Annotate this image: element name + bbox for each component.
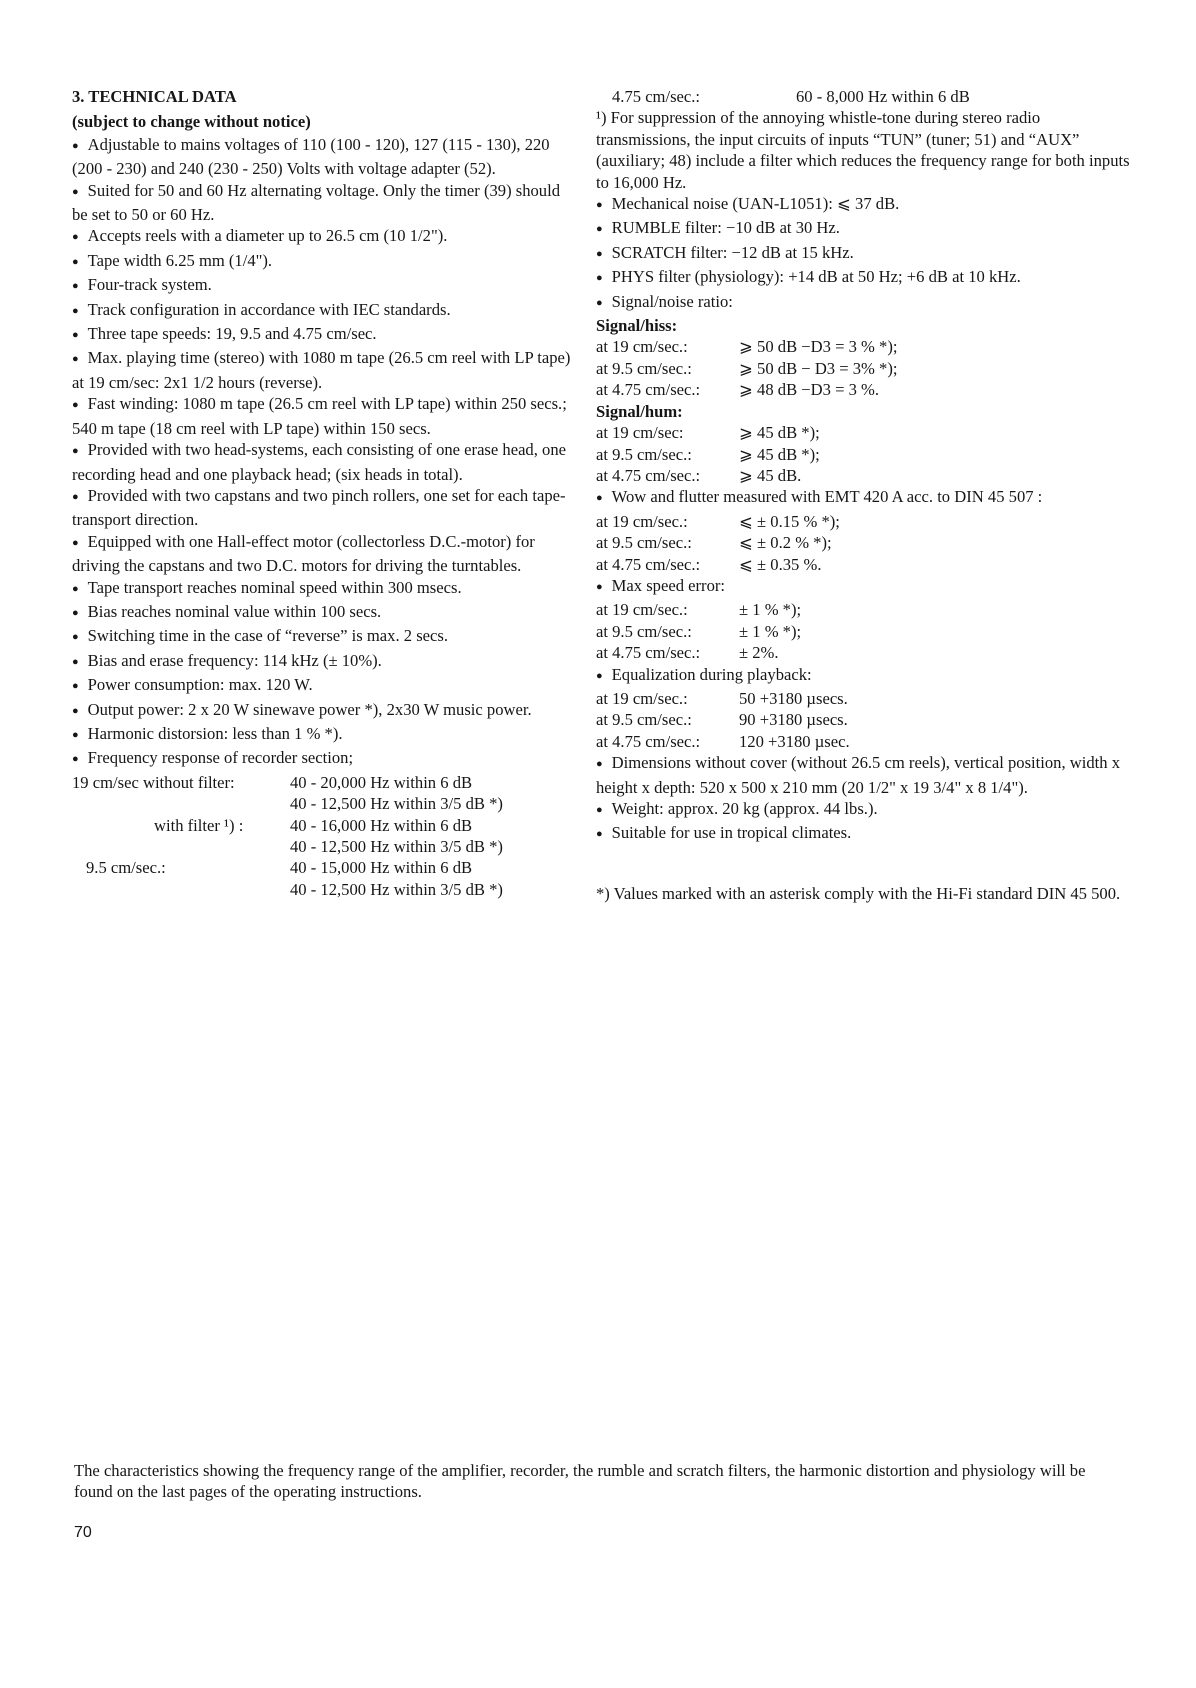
list-item: ● Signal/noise ratio: (596, 291, 1136, 315)
row-value: ⩾ 50 dB −D3 = 3 % *); (739, 337, 898, 357)
frequency-response-table (72, 772, 572, 900)
hum-heading: Signal/hum: (596, 401, 683, 421)
list-item: ● Mechanical noise (UAN-L1051): ⩽ 37 dB. (596, 193, 1136, 217)
freq-row (72, 793, 572, 814)
table-row (596, 511, 1136, 532)
table-row (596, 731, 1136, 752)
hum-table (596, 422, 1136, 486)
freq-value: 40 - 12,500 Hz within 3/5 dB *) (290, 879, 503, 899)
freq-value: 40 - 16,000 Hz within 6 dB (290, 815, 473, 835)
row-label: at 4.75 cm/sec.: (596, 643, 701, 663)
table-row (596, 554, 1136, 575)
freq-label: 9.5 cm/sec.: (86, 858, 166, 878)
list-item: ● Adjustable to mains voltages of 110 (100 - 120), 127 (115 - 130), 220 (200 - 230) and 240 (230 - 250) Volts with voltage adapter (52). (72, 134, 572, 180)
filter-footnote: ¹) For suppression of the annoying whistle-tone during stereo radio transmissions, the input circuits of inputs “TUN” (tuner; 51) and “AUX” (auxiliary; 48) include a filter which reduces the frequency range for both inputs to 16,000 Hz. (596, 108, 1130, 192)
freq-label: 19 cm/sec without filter: (72, 772, 235, 792)
row-value: ⩾ 45 dB *); (739, 444, 820, 464)
row-label: at 9.5 cm/sec.: (596, 621, 692, 641)
list-item: ● Weight: approx. 20 kg (approx. 44 lbs.). (596, 798, 1136, 822)
row-value: ⩾ 45 dB *); (739, 423, 820, 443)
row-label: at 9.5 cm/sec.: (596, 533, 692, 553)
list-item: ● Provided with two capstans and two pinch rollers, one set for each tape-transport direction. (72, 485, 572, 531)
row-label: at 4.75 cm/sec.: (596, 554, 701, 574)
list-item: ● Equipped with one Hall-effect motor (collectorless D.C.-motor) for driving the capstans and two D.C. motors for driving the turntables. (72, 531, 572, 577)
row-value: ± 1 % *); (739, 621, 802, 641)
row-label: at 9.5 cm/sec.: (596, 444, 692, 464)
table-row (596, 688, 1136, 709)
row-label: at 19 cm/sec.: (596, 511, 688, 531)
list-item: ● Suitable for use in tropical climates. (596, 822, 1136, 846)
table-row (596, 532, 1136, 553)
row-value: ⩽ ± 0.2 % *); (739, 533, 832, 553)
freq-row (72, 879, 572, 900)
row-label: at 4.75 cm/sec.: (596, 465, 701, 485)
row-label: at 19 cm/sec.: (596, 600, 688, 620)
list-item: ● Power consumption: max. 120 W. (72, 674, 572, 698)
list-item: ● Wow and flutter measured with EMT 420 A acc. to DIN 45 507 : (596, 486, 1136, 510)
list-item: ● Provided with two head-systems, each consisting of one erase head, one recording head and one playback head; (six heads in total). (72, 439, 572, 485)
list-item: ● Dimensions without cover (without 26.5 cm reels), vertical position, width x height x depth: 520 x 500 x 210 mm (20 1/2" x 19 3/4" x 8 1/4"). (596, 752, 1136, 798)
freq-row (596, 86, 1136, 107)
row-label: at 19 cm/sec.: (596, 688, 688, 708)
list-item: ● Accepts reels with a diameter up to 26.5 cm (10 1/2"). (72, 225, 572, 249)
row-value: 120 +3180 µsec. (739, 731, 850, 751)
row-value: ⩽ ± 0.15 % *); (739, 511, 840, 531)
table-row (596, 709, 1136, 730)
list-item: ● Switching time in the case of “reverse” is max. 2 secs. (72, 625, 572, 649)
list-item: ● PHYS filter (physiology): +14 dB at 50 Hz; +6 dB at 10 kHz. (596, 266, 1136, 290)
row-label: at 19 cm/sec.: (596, 337, 688, 357)
page-number: 70 (74, 1524, 92, 1541)
section-subtitle: (subject to change without notice) (72, 112, 311, 132)
spec-list (596, 752, 1136, 847)
freq-value: 40 - 20,000 Hz within 6 dB (290, 772, 473, 792)
list-item: ● Max. playing time (stereo) with 1080 m tape (26.5 cm reel with LP tape) at 19 cm/sec: 2x1 1/2 hours (reverse). (72, 347, 572, 393)
list-item: ● RUMBLE filter: −10 dB at 30 Hz. (596, 217, 1136, 241)
list-item: ● Four-track system. (72, 274, 572, 298)
list-item: ● Harmonic distorsion: less than 1 % *). (72, 723, 572, 747)
right-column (596, 86, 1136, 904)
table-row (596, 642, 1136, 663)
list-item: ● Fast winding: 1080 m tape (26.5 cm reel with LP tape) within 250 secs.; 540 m tape (18 cm reel with LP tape) within 150 secs. (72, 393, 572, 439)
freq-value: 40 - 15,000 Hz within 6 dB (290, 858, 473, 878)
freq-row (72, 772, 572, 793)
table-row (596, 621, 1136, 642)
hiss-table (596, 336, 1136, 400)
spec-list (596, 193, 1136, 315)
footer-note: The characteristics showing the frequency range of the amplifier, recorder, the rumble and scratch filters, the harmonic distortion and physiology will be found on the last pages of the operating instructions. (74, 1461, 1086, 1502)
section-title: 3. TECHNICAL DATA (72, 87, 237, 106)
table-row (596, 379, 1136, 400)
row-label: at 9.5 cm/sec.: (596, 710, 692, 730)
row-label: at 4.75 cm/sec.: (596, 731, 701, 751)
row-label: at 4.75 cm/sec.: (596, 380, 701, 400)
table-row (596, 465, 1136, 486)
row-value: 50 +3180 µsecs. (739, 688, 848, 708)
list-item: ● Tape width 6.25 mm (1/4"). (72, 250, 572, 274)
list-item: ● Bias and erase frequency: 114 kHz (± 10%). (72, 650, 572, 674)
list-item: ● Frequency response of recorder section; (72, 747, 572, 771)
list-item: ● SCRATCH filter: −12 dB at 15 kHz. (596, 242, 1136, 266)
row-label: at 9.5 cm/sec.: (596, 358, 692, 378)
freq-label: with filter ¹) : (154, 815, 244, 835)
freq-value: 40 - 12,500 Hz within 3/5 dB *) (290, 837, 503, 856)
list-item: ● Tape transport reaches nominal speed within 300 msecs. (72, 577, 572, 601)
row-label: at 19 cm/sec: (596, 423, 684, 443)
wow-table (596, 511, 1136, 575)
row-value: ± 1 % *); (739, 600, 802, 620)
row-value: ⩾ 50 dB − D3 = 3% *); (739, 358, 898, 378)
list-item: ● Three tape speeds: 19, 9.5 and 4.75 cm/sec. (72, 323, 572, 347)
freq-row (72, 857, 572, 878)
row-value: ⩽ ± 0.35 %. (739, 554, 822, 574)
row-value: ± 2%. (739, 643, 779, 663)
list-item: ● Suited for 50 and 60 Hz alternating voltage. Only the timer (39) should be set to 50 or 60 Hz. (72, 180, 572, 226)
table-row (596, 599, 1136, 620)
freq-row (72, 815, 572, 836)
asterisk-footnote: *) Values marked with an asterisk comply with the Hi-Fi standard DIN 45 500. (596, 883, 1121, 903)
speed-table (596, 599, 1136, 663)
row-value: 90 +3180 µsecs. (739, 710, 848, 730)
freq-label: 4.75 cm/sec.: (612, 87, 701, 106)
eq-table (596, 688, 1136, 752)
list-item: ● Max speed error: (596, 575, 1136, 599)
left-column (72, 86, 572, 900)
freq-value: 40 - 12,500 Hz within 3/5 dB *) (290, 794, 503, 814)
list-item: ● Track configuration in accordance with IEC standards. (72, 299, 572, 323)
row-value: ⩾ 45 dB. (739, 465, 802, 485)
table-row (596, 358, 1136, 379)
spec-list (72, 134, 572, 772)
list-item: ● Equalization during playback: (596, 664, 1136, 688)
freq-value: 60 - 8,000 Hz within 6 dB (796, 87, 970, 106)
table-row (596, 336, 1136, 357)
list-item: ● Output power: 2 x 20 W sinewave power *), 2x30 W music power. (72, 699, 572, 723)
table-row (596, 444, 1136, 465)
freq-row (72, 836, 572, 857)
hiss-heading: Signal/hiss: (596, 316, 678, 336)
list-item: ● Bias reaches nominal value within 100 secs. (72, 601, 572, 625)
row-value: ⩾ 48 dB −D3 = 3 %. (739, 380, 880, 400)
table-row (596, 422, 1136, 443)
